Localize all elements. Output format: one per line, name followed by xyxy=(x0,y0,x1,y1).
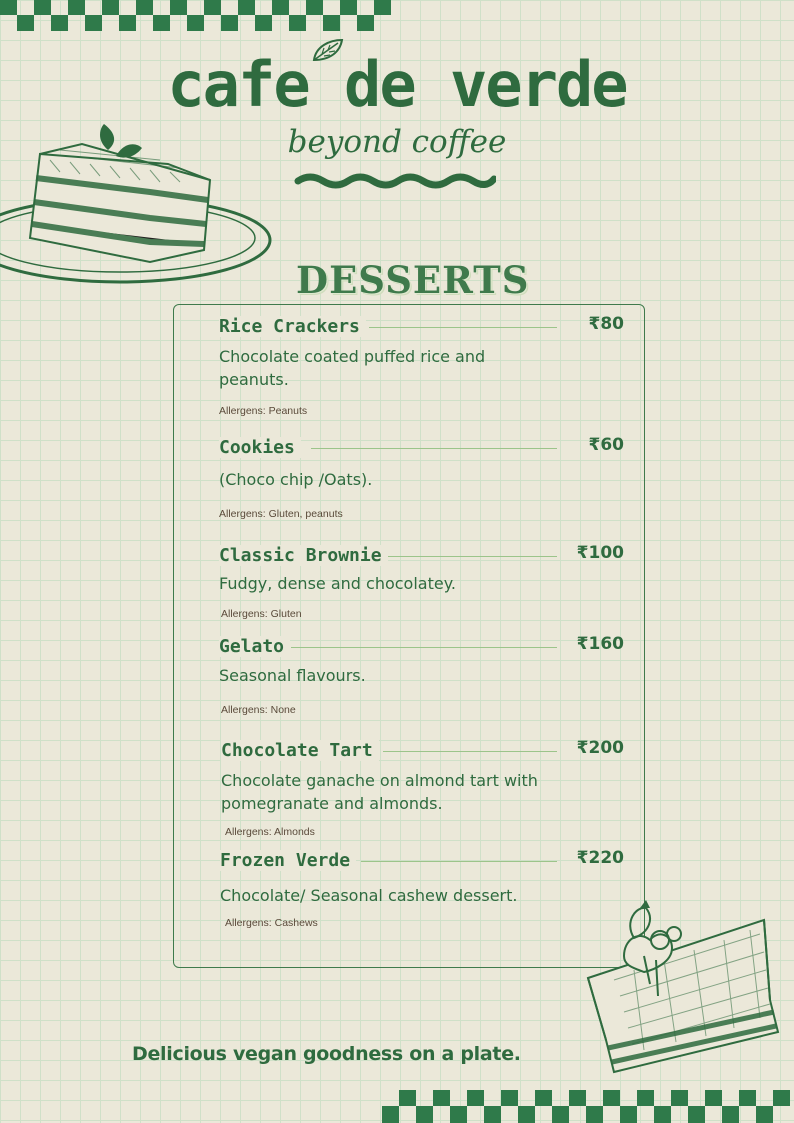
brand-tagline: beyond coffee xyxy=(287,124,507,160)
item-description: (Choco chip /Oats). xyxy=(219,470,373,489)
item-name: Rice Crackers xyxy=(219,316,366,337)
checker-border-top xyxy=(0,0,398,31)
item-name: Frozen Verde xyxy=(220,850,356,871)
item-allergens: Allergens: None xyxy=(221,704,296,716)
item-description: Fudgy, dense and chocolatey. xyxy=(219,574,456,593)
menu-item-frozen-verde xyxy=(219,850,624,932)
item-allergens: Allergens: Peanuts xyxy=(219,405,308,417)
item-name: Classic Brownie xyxy=(219,545,388,566)
footer-tagline: Delicious vegan goodness on a plate. xyxy=(132,1043,521,1065)
wave-divider xyxy=(294,171,496,195)
leader-line xyxy=(291,647,557,648)
item-allergens: Allergens: Cashews xyxy=(225,917,318,929)
item-description: Seasonal flavours. xyxy=(219,666,366,685)
item-description: Chocolate ganache on almond tart with pomegranate and almonds. xyxy=(221,771,538,813)
item-price: ₹100 xyxy=(576,543,624,563)
item-price: ₹160 xyxy=(576,634,624,654)
leader-line xyxy=(311,448,557,449)
item-price: ₹60 xyxy=(588,435,624,455)
item-description: Chocolate/ Seasonal cashew dessert. xyxy=(220,886,518,905)
item-allergens: Allergens: Almonds xyxy=(225,826,315,838)
item-allergens: Allergens: Gluten xyxy=(221,608,302,620)
item-name: Gelato xyxy=(219,636,290,657)
menu-item-cookies xyxy=(219,437,624,523)
checker-border-bottom xyxy=(382,1090,794,1123)
menu-item-rice-crackers xyxy=(219,316,624,420)
menu-item-chocolate-tart xyxy=(219,740,624,840)
brand-logo: cafe de verde xyxy=(167,48,627,121)
item-allergens: Allergens: Gluten, peanuts xyxy=(219,508,343,520)
item-price: ₹220 xyxy=(576,848,624,868)
layered-cake-illustration xyxy=(0,120,280,295)
menu-item-classic-brownie xyxy=(219,545,624,625)
item-name: Cookies xyxy=(219,437,301,458)
item-name: Chocolate Tart xyxy=(221,740,379,761)
menu-item-gelato xyxy=(219,636,624,720)
leader-line xyxy=(369,327,557,328)
item-price: ₹200 xyxy=(576,738,624,758)
section-title: DESSERTS xyxy=(296,258,530,302)
leader-line xyxy=(361,861,557,862)
leader-line xyxy=(382,556,557,557)
item-description: Chocolate coated puffed rice and peanuts. xyxy=(219,347,486,389)
item-price: ₹80 xyxy=(588,314,624,334)
leader-line xyxy=(383,751,557,752)
cheesecake-illustration xyxy=(584,900,794,1080)
